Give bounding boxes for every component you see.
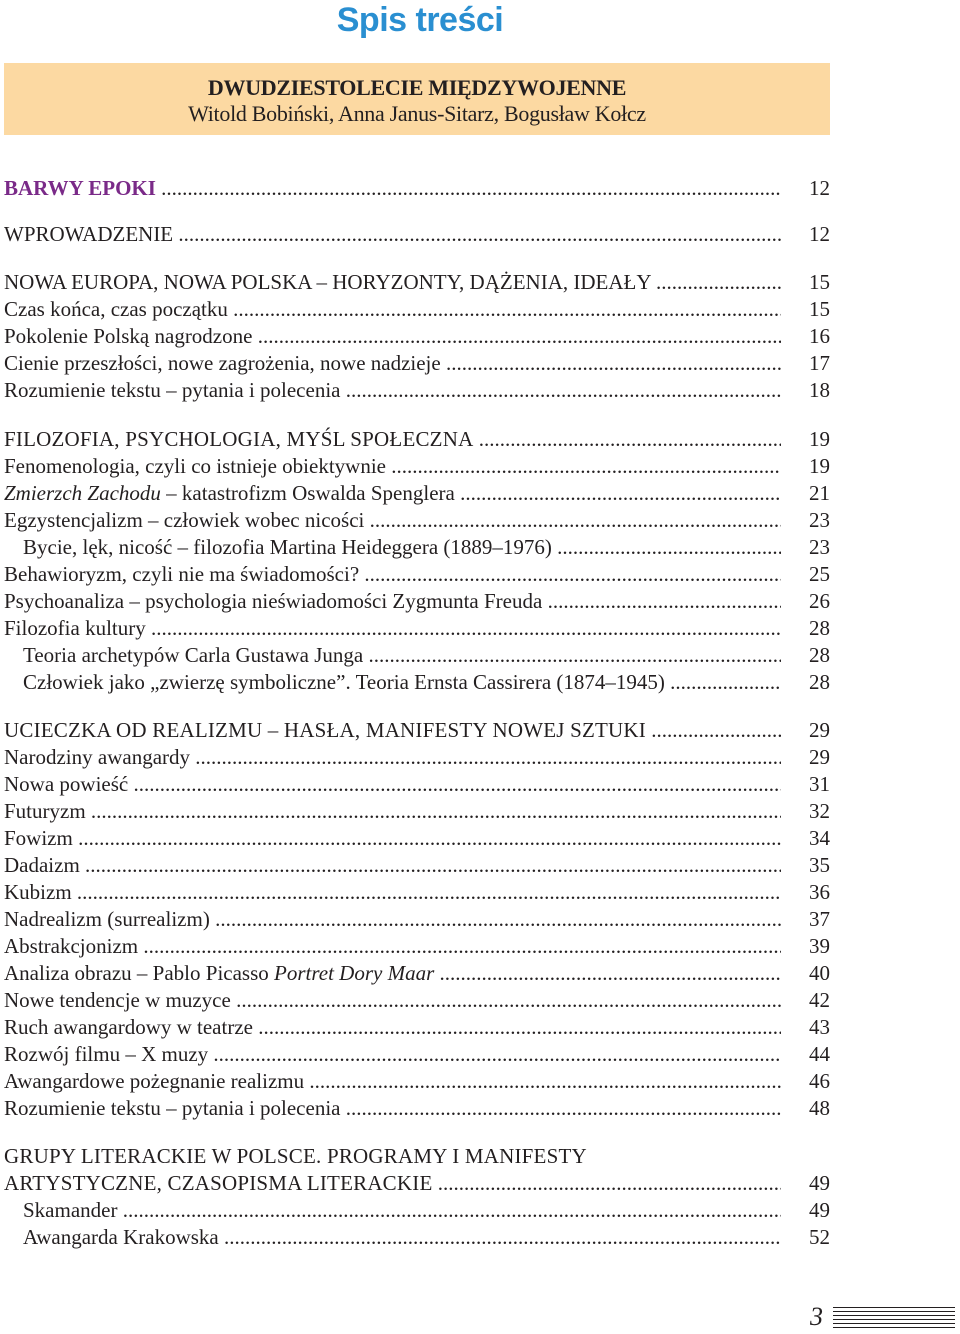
toc-entry-label: – katastrofizm Oswalda Spenglera — [160, 481, 455, 505]
toc-entry-page: 23 — [809, 508, 830, 532]
toc-entry[interactable] — [4, 879, 830, 906]
toc-entry-label: Psychoanaliza – psychologia nieświadomości Zygmunta Freuda — [4, 589, 543, 613]
toc-entry[interactable] — [4, 852, 830, 879]
toc-entry-filozofia[interactable] — [4, 426, 830, 453]
toc-entry-label: Behawioryzm, czyli nie ma świadomości? — [4, 562, 360, 586]
toc-entry[interactable] — [4, 453, 830, 480]
toc-entry-label: Filozofia kultury — [4, 616, 146, 640]
toc-entry[interactable] — [4, 1224, 830, 1251]
toc-entry-label: UCIECZKA OD REALIZMU – HASŁA, MANIFESTY NOWEJ SZTUKI — [4, 718, 646, 742]
toc-entry[interactable] — [4, 1041, 830, 1068]
toc-entry-page: 49 — [809, 1198, 830, 1222]
section-heading: DWUDZIESTOLECIE MIĘDZYWOJENNE — [207, 75, 627, 100]
toc-entry-label: Futuryzm — [4, 799, 86, 823]
toc-entry-label: Fenomenologia, czyli co istnieje obiektywnie — [4, 454, 386, 478]
toc-entry-page: 25 — [809, 562, 830, 586]
toc-entry-label: Egzystencjalizm – człowiek wobec nicości — [4, 508, 365, 532]
toc-entry-label: Ruch awangardowy w teatrze — [4, 1015, 253, 1039]
toc-entry-nowa-europa[interactable] — [4, 269, 830, 296]
toc-entry-page: 17 — [809, 351, 830, 375]
toc-entry[interactable] — [4, 798, 830, 825]
toc-entry-page: 35 — [809, 853, 830, 877]
toc-entry[interactable] — [4, 615, 830, 642]
toc-entry-page: 46 — [809, 1069, 830, 1093]
section-authors: Witold Bobiński, Anna Janus-Sitarz, Bogusław Kołcz — [188, 101, 646, 126]
toc-entry-page: 12 — [809, 222, 830, 246]
toc-entry-page: 19 — [809, 427, 830, 451]
toc-entry[interactable] — [4, 507, 830, 534]
toc-entry-barwy-epoki[interactable] — [4, 175, 830, 202]
page-title: Spis treści — [336, 1, 504, 39]
toc-entry[interactable] — [4, 744, 830, 771]
toc-entry-label: Pokolenie Polską nagrodzone — [4, 324, 253, 348]
toc-entry-label: Awangardowe pożegnanie realizmu — [4, 1069, 305, 1093]
toc-entry-page: 39 — [809, 934, 830, 958]
toc-entry[interactable] — [4, 377, 830, 404]
toc-entry-label-italic: Zmierzch Zachodu — [4, 481, 161, 505]
toc-entry-page: 44 — [809, 1042, 830, 1066]
toc-entry-label: Analiza obrazu – Pablo Picasso — [4, 961, 275, 985]
toc-entry-label: Dadaizm — [4, 853, 80, 877]
toc-entry[interactable] — [4, 296, 830, 323]
toc-entry-page: 31 — [809, 772, 830, 796]
toc-entry-label: WPROWADZENIE — [4, 222, 174, 246]
toc-entry-page: 18 — [809, 378, 830, 402]
toc-entry-page: 40 — [809, 961, 830, 985]
toc-entry[interactable] — [4, 1068, 830, 1095]
toc-entry-page: 29 — [809, 745, 830, 769]
toc-entry-page: 26 — [809, 589, 830, 613]
toc-entry-page: 37 — [809, 907, 830, 931]
toc-entry-label: FILOZOFIA, PSYCHOLOGIA, MYŚL SPOŁECZNA — [4, 427, 474, 451]
toc-entry[interactable] — [4, 825, 830, 852]
toc-entry-page: 12 — [809, 176, 830, 200]
toc-entry-label: Kubizm — [4, 880, 72, 904]
toc-entry-page: 15 — [809, 297, 830, 321]
toc-entry[interactable] — [4, 480, 830, 507]
toc-entry-label: Skamander — [23, 1198, 118, 1222]
toc-entry-label: Nowa powieść — [4, 772, 129, 796]
toc-entry-label: BARWY EPOKI — [4, 176, 156, 200]
toc-entry-label: Człowiek jako „zwierzę symboliczne”. Teoria Ernsta Cassirera (1874–1945) — [23, 670, 665, 694]
toc-entry-label: Fowizm — [4, 826, 73, 850]
toc-entry-page: 21 — [809, 481, 830, 505]
toc-entry[interactable] — [4, 323, 830, 350]
toc-entry-label: Awangarda Krakowska — [23, 1225, 219, 1249]
toc-entry-page: 19 — [809, 454, 830, 478]
toc-entry-label: NOWA EUROPA, NOWA POLSKA – HORYZONTY, DĄŻENIA, IDEAŁY — [4, 270, 651, 294]
toc-entry[interactable] — [4, 669, 830, 696]
toc-entry-page: 15 — [809, 270, 830, 294]
toc-entry-ucieczka[interactable] — [4, 717, 830, 744]
toc-entry-page: 43 — [809, 1015, 830, 1039]
toc-entry-page: 42 — [809, 988, 830, 1012]
toc-entry[interactable] — [4, 987, 830, 1014]
toc-entry-page: 23 — [809, 535, 830, 559]
toc-entry-label: Rozumienie tekstu – pytania i polecenia — [4, 1096, 341, 1120]
toc-entry-page: 16 — [809, 324, 830, 348]
toc-entry-page: 32 — [809, 799, 830, 823]
toc-entry-label: Bycie, lęk, nicość – filozofia Martina Heideggera (1889–1976) — [23, 535, 552, 559]
toc-entry-page: 36 — [809, 880, 830, 904]
toc-entry[interactable] — [4, 1095, 830, 1122]
toc-entry-label: GRUPY LITERACKIE W POLSCE. PROGRAMY I MANIFESTY — [4, 1144, 587, 1168]
toc-entry[interactable] — [4, 588, 830, 615]
toc-entry[interactable] — [4, 906, 830, 933]
toc-entry[interactable] — [4, 1197, 830, 1224]
toc-entry[interactable] — [4, 771, 830, 798]
toc-entry-grupy-line1[interactable] — [4, 1143, 830, 1170]
toc-entry-label: ARTYSTYCZNE, CZASOPISMA LITERACKIE — [4, 1171, 433, 1195]
toc-entry-page: 29 — [809, 718, 830, 742]
toc-entry-page: 28 — [809, 616, 830, 640]
toc-entry[interactable] — [4, 960, 830, 987]
toc-entry-label: Cienie przeszłości, nowe zagrożenia, nowe nadzieje — [4, 351, 441, 375]
toc-entry-label: Narodziny awangardy — [4, 745, 191, 769]
toc-entry-page: 28 — [809, 643, 830, 667]
toc-entry[interactable] — [4, 561, 830, 588]
toc-entry-page: 52 — [809, 1225, 830, 1249]
toc-entry-page: 34 — [809, 826, 830, 850]
page-number-rule — [833, 1307, 955, 1331]
toc-entry-page: 28 — [809, 670, 830, 694]
toc-entry[interactable] — [4, 534, 830, 561]
toc-entry-label: Abstrakcjonizm — [4, 934, 139, 958]
toc-entry-page: 49 — [809, 1171, 830, 1195]
toc-entry-label: Nowe tendencje w muzyce — [4, 988, 231, 1012]
toc-entry-label-italic: Portret Dory Maar — [274, 961, 435, 985]
section-banner — [4, 63, 830, 135]
toc-entry-wprowadzenie[interactable] — [4, 221, 830, 248]
toc-entry[interactable] — [4, 642, 830, 669]
toc-entry-label: Teoria archetypów Carla Gustawa Junga — [23, 643, 364, 667]
page-number: 3 — [810, 1302, 823, 1331]
toc-entry-page: 48 — [809, 1096, 830, 1120]
toc-entry[interactable] — [4, 933, 830, 960]
toc-entry-label: Rozumienie tekstu – pytania i polecenia — [4, 378, 341, 402]
toc-entry-grupy-line2[interactable] — [4, 1170, 830, 1197]
toc-entry[interactable] — [4, 350, 830, 377]
toc-entry[interactable] — [4, 1014, 830, 1041]
toc-entry-label: Czas końca, czas początku — [4, 297, 228, 321]
toc-entry-label: Nadrealizm (surrealizm) — [4, 907, 210, 931]
toc-entry-label: Rozwój filmu – X muzy — [4, 1042, 209, 1066]
